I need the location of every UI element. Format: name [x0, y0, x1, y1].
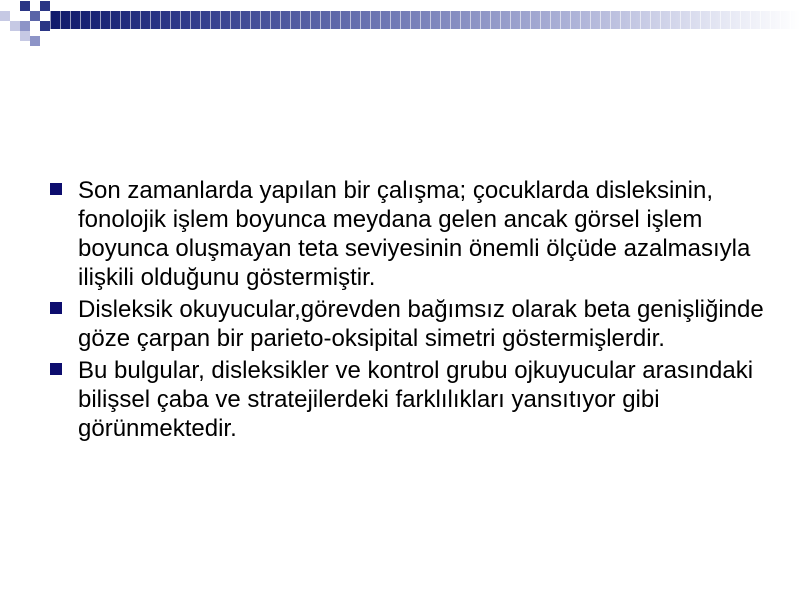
bullet-text: Disleksik okuyucular,görevden bağımsız olarak beta genişliğinde göze çarpan bir parieto-oksipital simetri göstermişlerdir. [78, 296, 764, 352]
bullet-text: Bu bulgular, disleksikler ve kontrol grubu ojkuyucular arasındaki bilişsel çaba ve stratejilerdeki farklılıkları yansıtıyor gibi görünmektedir. [78, 357, 754, 442]
bullet-item [48, 176, 768, 292]
deco-square [30, 11, 40, 21]
deco-square [40, 1, 50, 11]
deco-square [40, 21, 50, 31]
square-bullet-icon [50, 183, 62, 195]
deco-square [20, 1, 30, 11]
bullet-item [48, 356, 768, 443]
square-bullet-icon [50, 302, 62, 314]
bullet-list [48, 176, 768, 443]
deco-square [20, 21, 30, 31]
deco-square [30, 36, 40, 46]
deco-square [20, 31, 30, 41]
deco-square [10, 21, 20, 31]
deco-square [0, 11, 10, 21]
bullet-text: Son zamanlarda yapılan bir çalışma; çocuklarda disleksinin, fonolojik işlem boyunca meydana gelen ancak görsel işlem boyunca oluşmayan teta seviyesinin önemli ölçüde azalmasıyla ilişkili olduğunu göstermiştir. [78, 177, 751, 291]
slide-body [48, 176, 768, 446]
header-bar-grid [50, 11, 800, 29]
bullet-item [48, 295, 768, 353]
square-bullet-icon [50, 363, 62, 375]
